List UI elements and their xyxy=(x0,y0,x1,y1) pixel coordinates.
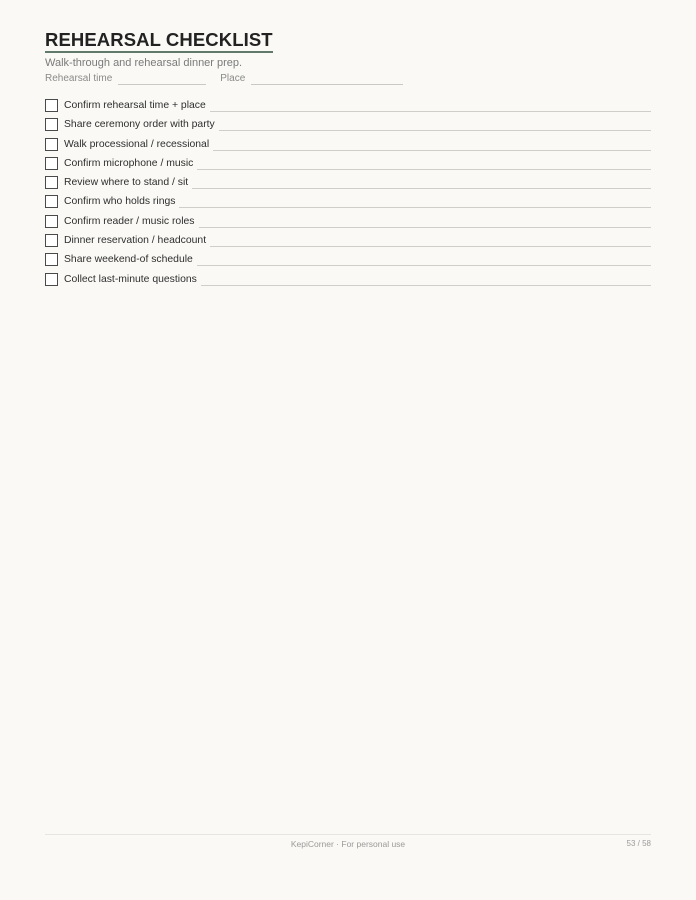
checklist-item xyxy=(45,138,651,151)
write-in-line[interactable] xyxy=(210,245,651,247)
write-in-line[interactable] xyxy=(197,264,651,266)
rehearsal-time-field[interactable] xyxy=(118,74,206,85)
rehearsal-time-label: Rehearsal time xyxy=(45,73,113,84)
checklist-item xyxy=(45,118,651,131)
checklist-item-label: Confirm rehearsal time + place xyxy=(64,100,206,111)
checklist-item-label: Collect last-minute questions xyxy=(64,273,197,285)
checklist-item xyxy=(45,273,651,286)
checklist-item-label: Dinner reservation / headcount xyxy=(64,235,207,247)
checklist-item xyxy=(45,234,651,247)
checklist-item xyxy=(45,157,651,170)
write-in-line[interactable] xyxy=(192,187,651,189)
checkbox[interactable] xyxy=(45,176,58,189)
checklist-item xyxy=(45,215,651,228)
info-fields xyxy=(45,73,651,85)
page-title: REHEARSAL CHECKLIST xyxy=(45,30,273,53)
write-in-line[interactable] xyxy=(219,129,651,131)
checkbox[interactable] xyxy=(45,157,58,170)
write-in-line[interactable] xyxy=(213,149,651,151)
write-in-line[interactable] xyxy=(199,226,652,228)
checkbox[interactable] xyxy=(45,253,58,266)
checkbox[interactable] xyxy=(45,273,58,286)
footer-brand: KepiCorner · For personal use xyxy=(290,839,406,849)
checklist-item-label: Walk processional / recessional xyxy=(64,138,210,150)
write-in-line[interactable] xyxy=(179,206,651,208)
footer-divider xyxy=(45,834,651,835)
checkbox[interactable] xyxy=(45,195,58,208)
checklist-item-label: Confirm microphone / music xyxy=(64,157,194,169)
checklist-page xyxy=(45,30,651,302)
checklist-item-label: Confirm who holds rings xyxy=(64,196,176,208)
page-number: 53 / 58 xyxy=(626,839,651,848)
checklist xyxy=(45,99,651,286)
place-label: Place xyxy=(220,73,246,84)
checkbox[interactable] xyxy=(45,215,58,228)
checklist-item xyxy=(45,195,651,208)
checkbox[interactable] xyxy=(45,138,58,151)
checklist-item-label: Share weekend-of schedule xyxy=(64,254,193,266)
checklist-item xyxy=(45,176,651,189)
checklist-item xyxy=(45,253,651,266)
checklist-item-label: Confirm reader / music roles xyxy=(64,215,195,227)
place-field[interactable] xyxy=(251,74,403,85)
checkbox[interactable] xyxy=(45,234,58,247)
checkbox[interactable] xyxy=(45,118,58,131)
page-subtitle: Walk-through and rehearsal dinner prep. xyxy=(45,57,243,69)
checkbox[interactable] xyxy=(45,99,58,112)
write-in-line[interactable] xyxy=(197,168,651,170)
checklist-item-label: Share ceremony order with party xyxy=(64,119,215,131)
write-in-line[interactable] xyxy=(201,284,651,286)
checklist-item xyxy=(45,99,651,112)
checklist-item-label: Review where to stand / sit xyxy=(64,177,189,189)
write-in-line[interactable] xyxy=(210,110,651,112)
